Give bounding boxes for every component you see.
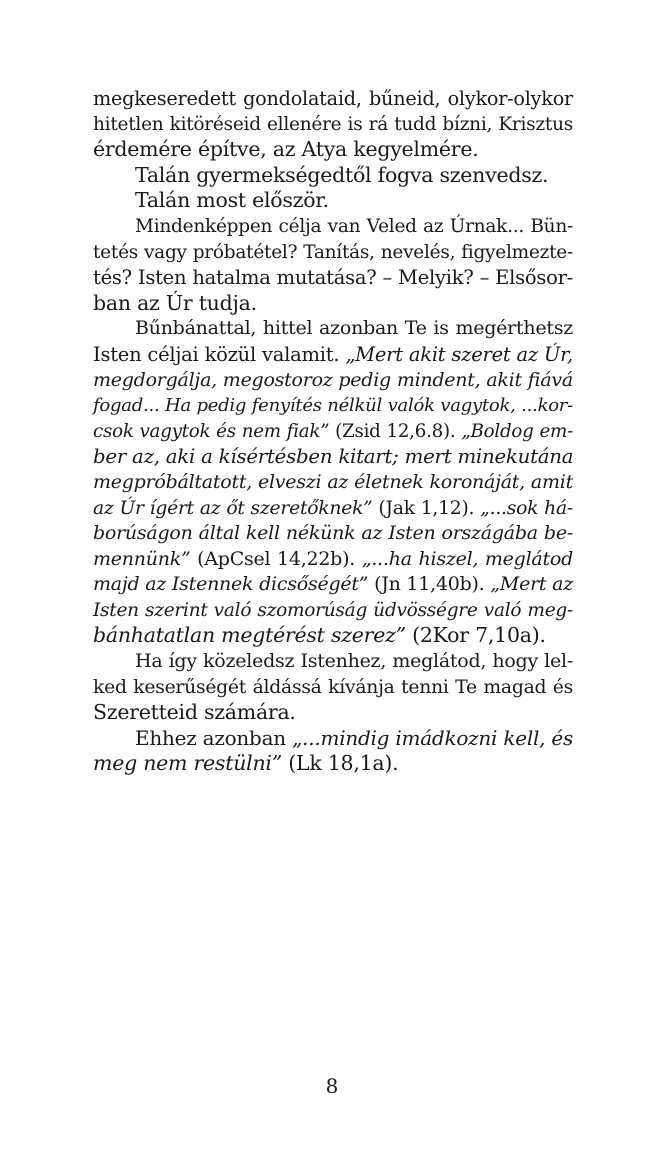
quote-segment: mennünk” — [93, 547, 191, 570]
text-line — [93, 521, 573, 547]
text-line — [93, 342, 573, 368]
text-line — [93, 751, 573, 777]
quote-segment: „Mert az — [490, 573, 573, 596]
text-segment: érdemére építve, az Atya kegyelmére. — [93, 137, 479, 162]
text-segment: (Jak 1,12). — [372, 497, 481, 519]
quote-segment: majd az Istennek dicsőségét” — [93, 573, 369, 596]
text-segment: megkeseredett gondolataid, bűneid, olykor-olykor — [93, 87, 573, 110]
text-segment: Mindenképpen célja van Veled az Úrnak... Bün- — [135, 215, 573, 237]
quote-segment: „...mindig imádkozni kell, és — [292, 725, 573, 750]
text-segment: (Jn 11,40b). — [368, 573, 491, 596]
text-line — [93, 598, 573, 624]
quote-segment: megpróbáltatott, elveszi az életnek koronáját, amit — [93, 470, 573, 493]
quote-segment: bánhatatlan megtérést szerez” — [93, 623, 406, 648]
text-segment: (2Kor 7,10a). — [405, 623, 546, 648]
quote-segment: „Mert akit szeret az Úr, — [345, 342, 573, 366]
quote-segment: csok vagytok és nem fiak” — [93, 420, 330, 442]
text-segment: Szeretteid számára. — [93, 700, 296, 725]
text-segment: Isten céljai közül valamit. — [93, 342, 346, 366]
text-line — [93, 649, 573, 675]
text-line — [93, 163, 573, 189]
text-segment: hitetlen kitöréseid ellenére is rá tudd bízni, Krisztus — [93, 113, 573, 135]
text-line — [93, 700, 573, 726]
text-line — [93, 419, 573, 445]
text-segment: Talán most először. — [135, 188, 329, 213]
text-line — [93, 368, 573, 394]
quote-segment: fogad... Ha pedig fenyítés nélkül valók vagytok, ...kor- — [93, 395, 573, 417]
text-segment: ban az Úr tudja. — [93, 290, 257, 315]
text-line — [93, 188, 573, 214]
text-line — [93, 675, 573, 701]
text-line — [93, 547, 573, 573]
text-line — [93, 86, 573, 112]
quote-segment: ber az, aki a kísértésben kitart; mert minekutána — [93, 445, 574, 469]
text-line — [93, 214, 573, 240]
text-line — [93, 496, 573, 522]
text-segment: tetés vagy próbatétel? Tanítás, nevelés, figyelmezte- — [93, 241, 573, 263]
page-body — [93, 86, 573, 777]
text-segment: Bűnbánattal, hittel azonban Te is megérthetsz — [135, 317, 573, 340]
text-line — [93, 240, 573, 266]
text-segment: (Lk 18,1a). — [281, 751, 399, 776]
text-segment: Ha így közeledsz Istenhez, meglátod, hogy lel- — [135, 650, 573, 673]
quote-segment: Isten szerint való szomorúság üdvösségre való meg- — [93, 599, 573, 621]
text-line — [93, 112, 573, 138]
text-line — [93, 470, 573, 496]
quote-segment: megdorgálja, megostoroz pedig mindent, akit fiává — [93, 368, 573, 391]
quote-segment: meg nem restülni” — [93, 751, 282, 776]
text-segment: ked keserűségét áldássá kívánja tenni Te magad és — [93, 676, 573, 698]
quote-segment: „...ha hiszel, meglátod — [361, 547, 573, 570]
quote-segment: borúságon által kell nékünk az Isten országába be- — [93, 522, 573, 545]
text-segment: Talán gyermekségedtől fogva szenvedsz. — [135, 162, 549, 187]
text-segment: (ApCsel 14,22b). — [190, 547, 362, 570]
text-line — [93, 726, 573, 752]
text-line — [93, 572, 573, 598]
text-line — [93, 316, 573, 342]
text-line — [93, 265, 573, 291]
text-line — [93, 623, 573, 649]
text-segment: tés? Isten hatalma mutatása? – Melyik? – Elsősor- — [93, 266, 573, 290]
text-line — [93, 393, 573, 419]
quote-segment: „...sok há- — [480, 497, 573, 519]
text-segment: (Zsid 12,6.8). — [329, 420, 462, 442]
text-line — [93, 444, 573, 470]
text-line — [93, 291, 573, 317]
page-number: 8 — [325, 1074, 339, 1098]
quote-segment: „Boldog em- — [461, 420, 573, 442]
quote-segment: az Úr ígért az őt szeretőknek” — [93, 497, 373, 519]
text-block — [93, 86, 573, 777]
text-segment: Ehhez azonban — [135, 725, 293, 750]
text-line — [93, 137, 573, 163]
